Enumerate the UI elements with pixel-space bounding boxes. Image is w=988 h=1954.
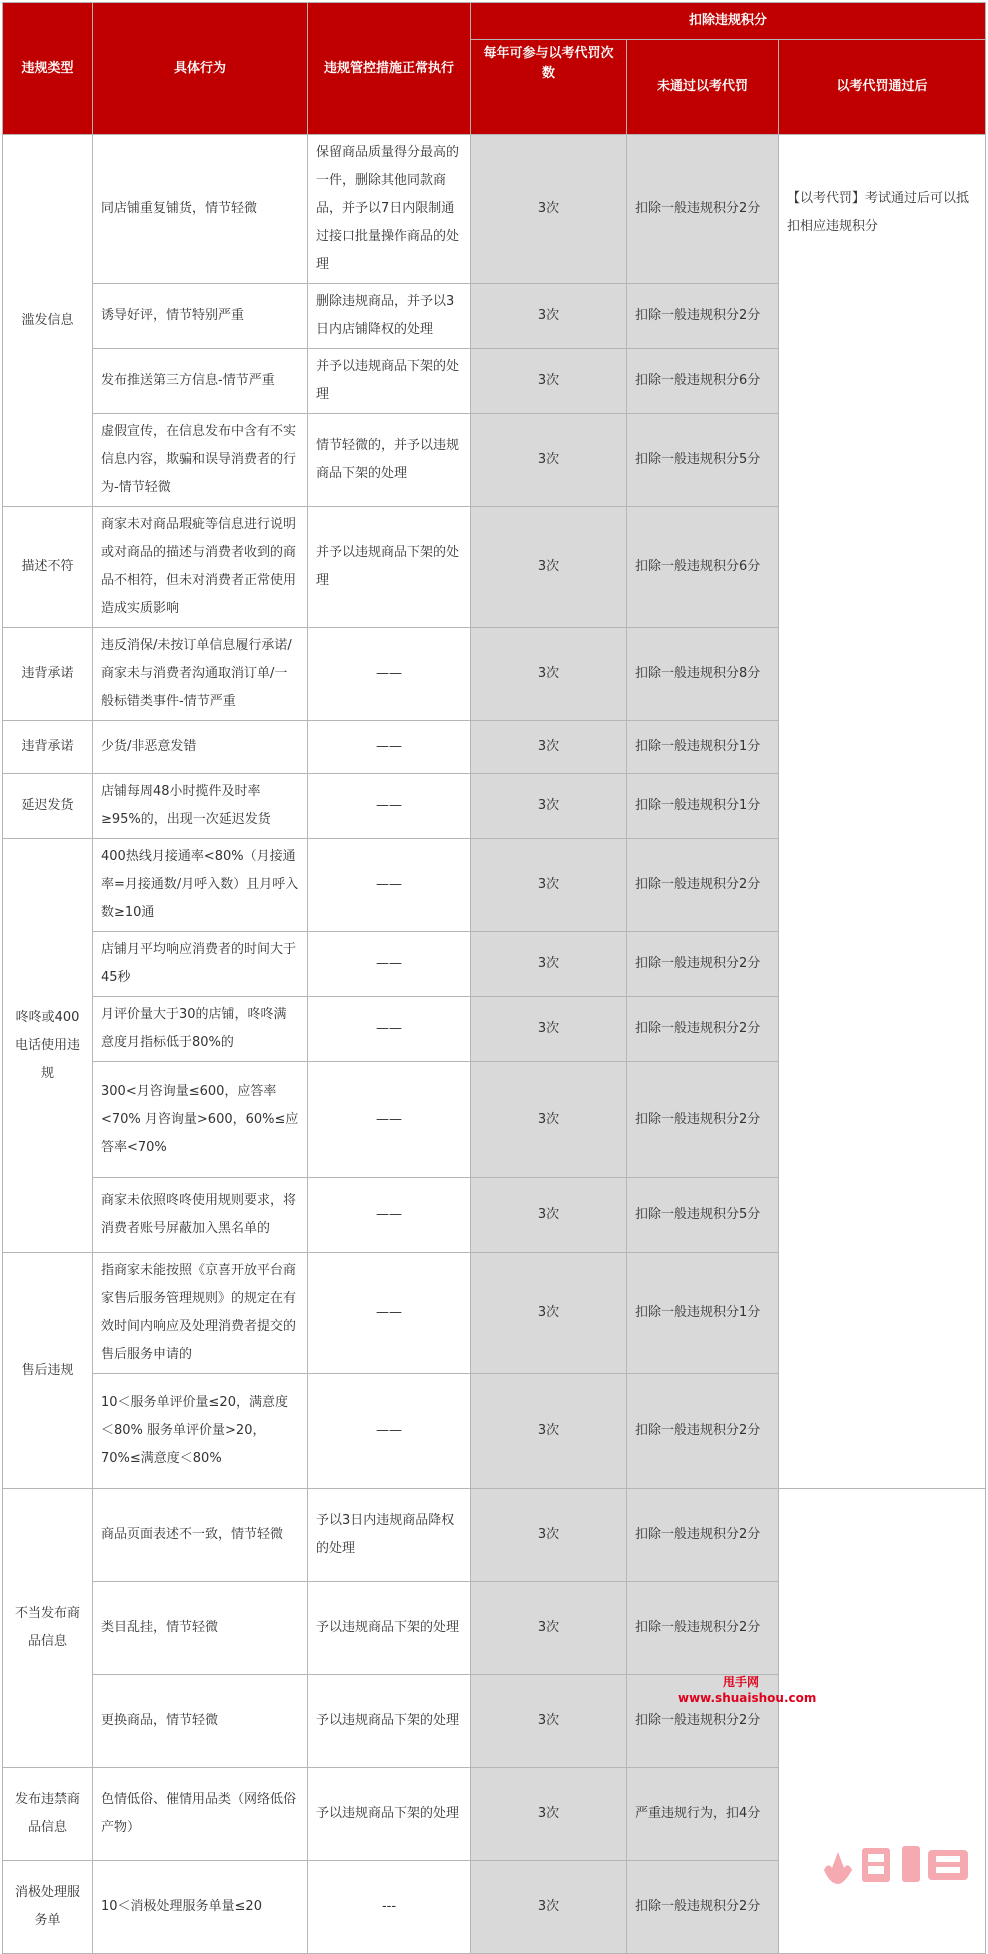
times-cell: 3次 bbox=[471, 1582, 627, 1675]
group-label: 售后违规 bbox=[3, 1253, 93, 1489]
header-measure: 违规管控措施正常执行 bbox=[308, 3, 471, 135]
group-label: 滥发信息 bbox=[3, 135, 93, 507]
measure-cell: —— bbox=[308, 628, 471, 721]
deduct-cell: 扣除一般违规积分2分 bbox=[627, 1374, 779, 1489]
group-label: 消极处理服务单 bbox=[3, 1861, 93, 1954]
deduct-cell: 扣除一般违规积分2分 bbox=[627, 1582, 779, 1675]
times-cell: 3次 bbox=[471, 628, 627, 721]
behavior-cell: 店铺每周48小时揽件及时率≥95%的，出现一次延迟发货 bbox=[93, 774, 308, 839]
times-cell: 3次 bbox=[471, 1374, 627, 1489]
deduct-cell: 扣除一般违规积分6分 bbox=[627, 507, 779, 628]
behavior-cell: 300<月咨询量≤600，应答率<70% 月咨询量>600，60%≤应答率<70% bbox=[93, 1062, 308, 1178]
measure-cell: 予以违规商品下架的处理 bbox=[308, 1768, 471, 1861]
behavior-cell: 色情低俗、催情用品类（网络低俗产物） bbox=[93, 1768, 308, 1861]
measure-cell: —— bbox=[308, 1253, 471, 1374]
huoliyu-logo bbox=[818, 1840, 978, 1886]
times-cell: 3次 bbox=[471, 1675, 627, 1768]
times-cell: 3次 bbox=[471, 721, 627, 774]
behavior-cell: 发布推送第三方信息-情节严重 bbox=[93, 349, 308, 414]
group-label: 延迟发货 bbox=[3, 774, 93, 839]
deduct-cell: 扣除一般违规积分6分 bbox=[627, 349, 779, 414]
violation-points-table bbox=[2, 2, 986, 1954]
behavior-cell: 少货/非恶意发错 bbox=[93, 721, 308, 774]
times-cell: 3次 bbox=[471, 1861, 627, 1954]
group-label: 描述不符 bbox=[3, 507, 93, 628]
deduct-cell: 严重违规行为，扣4分 bbox=[627, 1768, 779, 1861]
measure-cell: —— bbox=[308, 721, 471, 774]
deduct-cell: 扣除一般违规积分1分 bbox=[627, 1253, 779, 1374]
measure-cell: 并予以违规商品下架的处理 bbox=[308, 507, 471, 628]
header-type: 违规类型 bbox=[3, 3, 93, 135]
deduct-cell: 扣除一般违规积分2分 bbox=[627, 284, 779, 349]
measure-cell: —— bbox=[308, 839, 471, 932]
measure-cell: 予以违规商品下架的处理 bbox=[308, 1675, 471, 1768]
times-cell: 3次 bbox=[471, 284, 627, 349]
behavior-cell: 商品页面表述不一致，情节轻微 bbox=[93, 1489, 308, 1582]
times-cell: 3次 bbox=[471, 135, 627, 284]
measure-cell: —— bbox=[308, 1178, 471, 1253]
deduct-cell: 扣除一般违规积分2分 bbox=[627, 997, 779, 1062]
behavior-cell: 虚假宣传，在信息发布中含有不实信息内容，欺骗和误导消费者的行为-情节轻微 bbox=[93, 414, 308, 507]
deduct-cell: 扣除一般违规积分1分 bbox=[627, 774, 779, 839]
group-label: 发布违禁商品信息 bbox=[3, 1768, 93, 1861]
behavior-cell: 同店铺重复铺货，情节轻微 bbox=[93, 135, 308, 284]
measure-cell: 删除违规商品，并予以3日内店铺降权的处理 bbox=[308, 284, 471, 349]
measure-cell: 予以3日内违规商品降权的处理 bbox=[308, 1489, 471, 1582]
deduct-cell: 扣除一般违规积分2分 bbox=[627, 839, 779, 932]
header-times: 每年可参与以考代罚次数 bbox=[471, 40, 627, 135]
deduct-cell: 扣除一般违规积分5分 bbox=[627, 414, 779, 507]
deduct-cell: 扣除一般违规积分5分 bbox=[627, 1178, 779, 1253]
deduct-cell: 扣除一般违规积分2分 bbox=[627, 1489, 779, 1582]
times-cell: 3次 bbox=[471, 774, 627, 839]
deduct-cell: 扣除一般违规积分8分 bbox=[627, 628, 779, 721]
measure-cell: —— bbox=[308, 932, 471, 997]
behavior-cell: 商家未依照咚咚使用规则要求，将消费者账号屏蔽加入黑名单的 bbox=[93, 1178, 308, 1253]
measure-cell: —— bbox=[308, 1374, 471, 1489]
group-label: 违背承诺 bbox=[3, 721, 93, 774]
behavior-cell: 违反消保/未按订单信息履行承诺/商家未与消费者沟通取消订单/一般标错类事件-情节严重 bbox=[93, 628, 308, 721]
times-cell: 3次 bbox=[471, 1253, 627, 1374]
times-cell: 3次 bbox=[471, 507, 627, 628]
behavior-cell: 10＜消极处理服务单量≤20 bbox=[93, 1861, 308, 1954]
header-not-passed: 未通过以考代罚 bbox=[627, 40, 779, 135]
behavior-cell: 店铺月平均响应消费者的时间大于45秒 bbox=[93, 932, 308, 997]
behavior-cell: 指商家未能按照《京喜开放平台商家售后服务管理规则》的规定在有效时间内响应及处理消费者提交的售后服务申请的 bbox=[93, 1253, 308, 1374]
header-behavior: 具体行为 bbox=[93, 3, 308, 135]
behavior-cell: 类目乱挂，情节轻微 bbox=[93, 1582, 308, 1675]
times-cell: 3次 bbox=[471, 932, 627, 997]
group-label: 不当发布商品信息 bbox=[3, 1489, 93, 1768]
behavior-cell: 10＜服务单评价量≤20，满意度＜80% 服务单评价量>20，70%≤满意度＜80% bbox=[93, 1374, 308, 1489]
deduct-cell: 扣除一般违规积分2分 bbox=[627, 135, 779, 284]
passed-note: 【以考代罚】考试通过后可以抵扣相应违规积分 bbox=[779, 135, 986, 1489]
deduct-cell: 扣除一般违规积分1分 bbox=[627, 721, 779, 774]
measure-cell: 保留商品质量得分最高的一件，删除其他同款商品，并予以7日内限制通过接口批量操作商品的处理 bbox=[308, 135, 471, 284]
deduct-cell: 扣除一般违规积分2分 bbox=[627, 1861, 779, 1954]
times-cell: 3次 bbox=[471, 414, 627, 507]
measure-cell: 予以违规商品下架的处理 bbox=[308, 1582, 471, 1675]
measure-cell: —— bbox=[308, 774, 471, 839]
behavior-cell: 诱导好评，情节特别严重 bbox=[93, 284, 308, 349]
times-cell: 3次 bbox=[471, 1489, 627, 1582]
measure-cell: —— bbox=[308, 997, 471, 1062]
deduct-cell: 扣除一般违规积分2分 bbox=[627, 932, 779, 997]
times-cell: 3次 bbox=[471, 1062, 627, 1178]
times-cell: 3次 bbox=[471, 349, 627, 414]
watermark-site-name: 甩手网 bbox=[723, 1675, 760, 1689]
times-cell: 3次 bbox=[471, 839, 627, 932]
group-label: 违背承诺 bbox=[3, 628, 93, 721]
header-deduct-group: 扣除违规积分 bbox=[471, 3, 986, 40]
table-row bbox=[3, 135, 986, 284]
group-label: 咚咚或400电话使用违规 bbox=[3, 839, 93, 1253]
table-row bbox=[3, 1489, 986, 1582]
header-passed: 以考代罚通过后 bbox=[779, 40, 986, 135]
measure-cell: 情节轻微的，并予以违规商品下架的处理 bbox=[308, 414, 471, 507]
behavior-cell: 400热线月接通率<80%（月接通率=月接通数/月呼入数）且月呼入数≥10通 bbox=[93, 839, 308, 932]
behavior-cell: 更换商品，情节轻微 bbox=[93, 1675, 308, 1768]
deduct-cell: 扣除一般违规积分2分 bbox=[627, 1062, 779, 1178]
watermark-url: www.shuaishou.com bbox=[678, 1691, 817, 1705]
measure-cell: --- bbox=[308, 1861, 471, 1954]
deduct-cell: 扣除一般违规积分2分 bbox=[627, 1675, 779, 1768]
times-cell: 3次 bbox=[471, 1178, 627, 1253]
measure-cell: 并予以违规商品下架的处理 bbox=[308, 349, 471, 414]
behavior-cell: 月评价量大于30的店铺，咚咚满意度月指标低于80%的 bbox=[93, 997, 308, 1062]
times-cell: 3次 bbox=[471, 997, 627, 1062]
behavior-cell: 商家未对商品瑕疵等信息进行说明或对商品的描述与消费者收到的商品不相符，但未对消费者正常使用造成实质影响 bbox=[93, 507, 308, 628]
times-cell: 3次 bbox=[471, 1768, 627, 1861]
measure-cell: —— bbox=[308, 1062, 471, 1178]
